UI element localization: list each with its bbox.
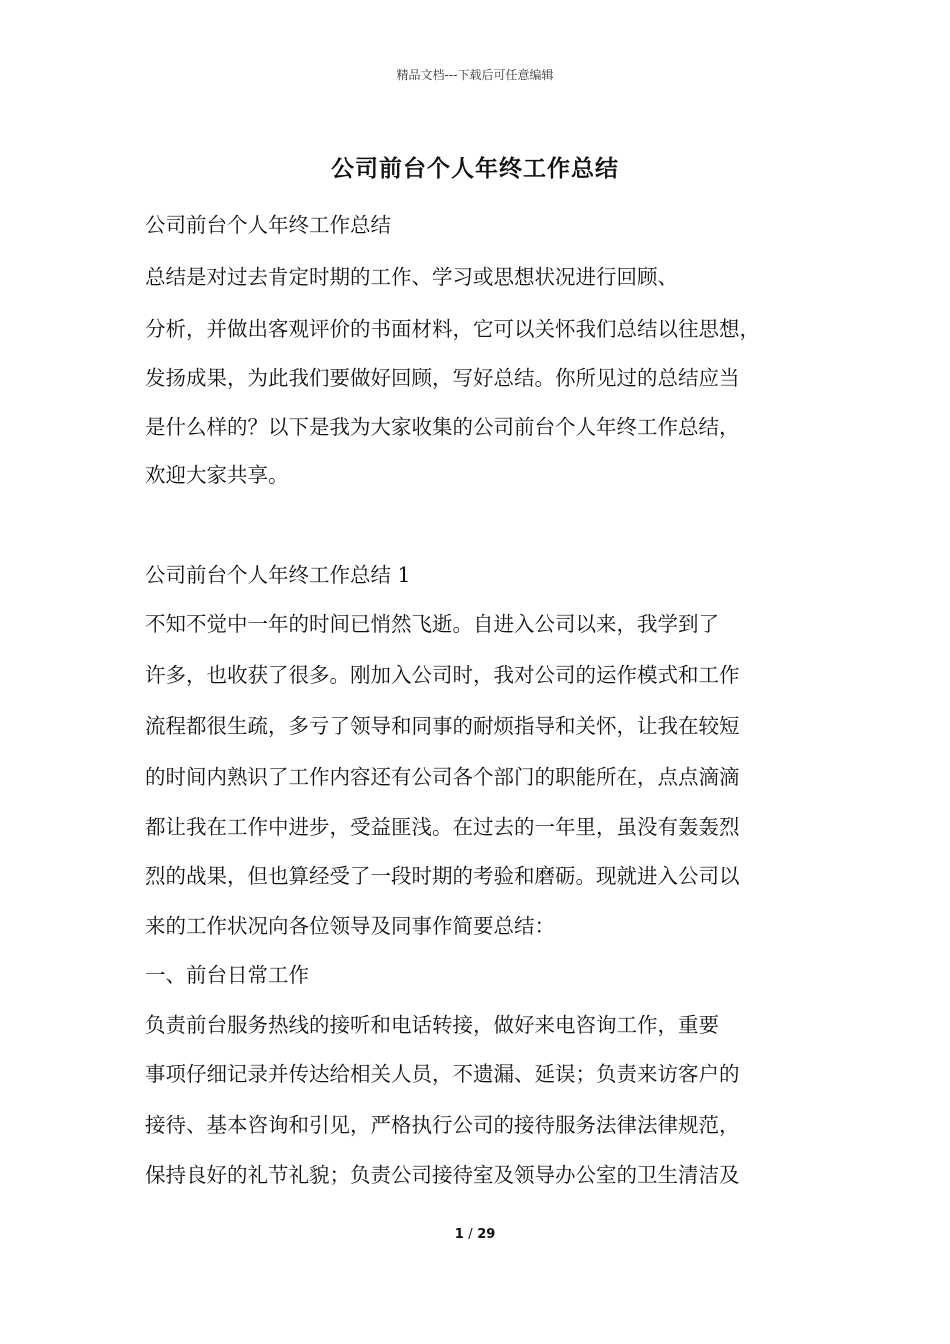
subtitle-line: 公司前台个人年终工作总结 — [145, 213, 391, 237]
body-line: 流程都很生疏，多亏了领导和同事的耐烦指导和关怀，让我在较短 — [145, 714, 740, 738]
section-heading: 公司前台个人年终工作总结 1 — [145, 563, 411, 587]
body-line: 负责前台服务热线的接听和电话转接，做好来电咨询工作，重要 — [145, 1013, 719, 1037]
body-line: 来的工作状况向各位领导及同事作简要总结： — [145, 914, 555, 938]
body-line: 欢迎大家共享。 — [145, 463, 289, 487]
body-line: 保持良好的礼节礼貌；负责公司接待室及领导办公室的卫生清洁及 — [145, 1163, 740, 1187]
page-separator: / — [468, 1227, 473, 1242]
body-line: 不知不觉中一年的时间已悄然飞逝。自进入公司以来，我学到了 — [145, 612, 719, 636]
body-line: 烈的战果，但也算经受了一段时期的考验和磨砺。现就进入公司以 — [145, 864, 740, 888]
body-line: 总结是对过去肯定时期的工作、学习或思想状况进行回顾、 — [145, 265, 678, 289]
body-line: 都让我在工作中进步，受益匪浅。在过去的一年里，虽没有轰轰烈 — [145, 815, 740, 839]
body-line: 是什么样的？以下是我为大家收集的公司前台个人年终工作总结， — [145, 415, 740, 439]
body-line: 许多，也收获了很多。刚加入公司时，我对公司的运作模式和工作 — [145, 663, 740, 687]
body-line: 分析，并做出客观评价的书面材料，它可以关怀我们总结以往思想， — [145, 317, 760, 341]
page-total: 29 — [477, 1227, 496, 1242]
page-current: 1 — [454, 1227, 464, 1242]
document-title: 公司前台个人年终工作总结 — [331, 155, 619, 182]
body-line: 发扬成果，为此我们要做好回顾，写好总结。你所见过的总结应当 — [145, 366, 740, 390]
body-line: 的时间内熟识了工作内容还有公司各个部门的职能所在，点点滴滴 — [145, 765, 740, 789]
subsection-heading: 一、前台日常工作 — [145, 963, 309, 987]
page-header: 精品文档---下载后可任意编辑 — [396, 68, 554, 82]
body-line: 接待、基本咨询和引见，严格执行公司的接待服务法律法律规范， — [145, 1113, 740, 1137]
page-number — [0, 1227, 950, 1242]
body-line: 事项仔细记录并传达给相关人员，不遗漏、延误；负责来访客户的 — [145, 1062, 740, 1086]
